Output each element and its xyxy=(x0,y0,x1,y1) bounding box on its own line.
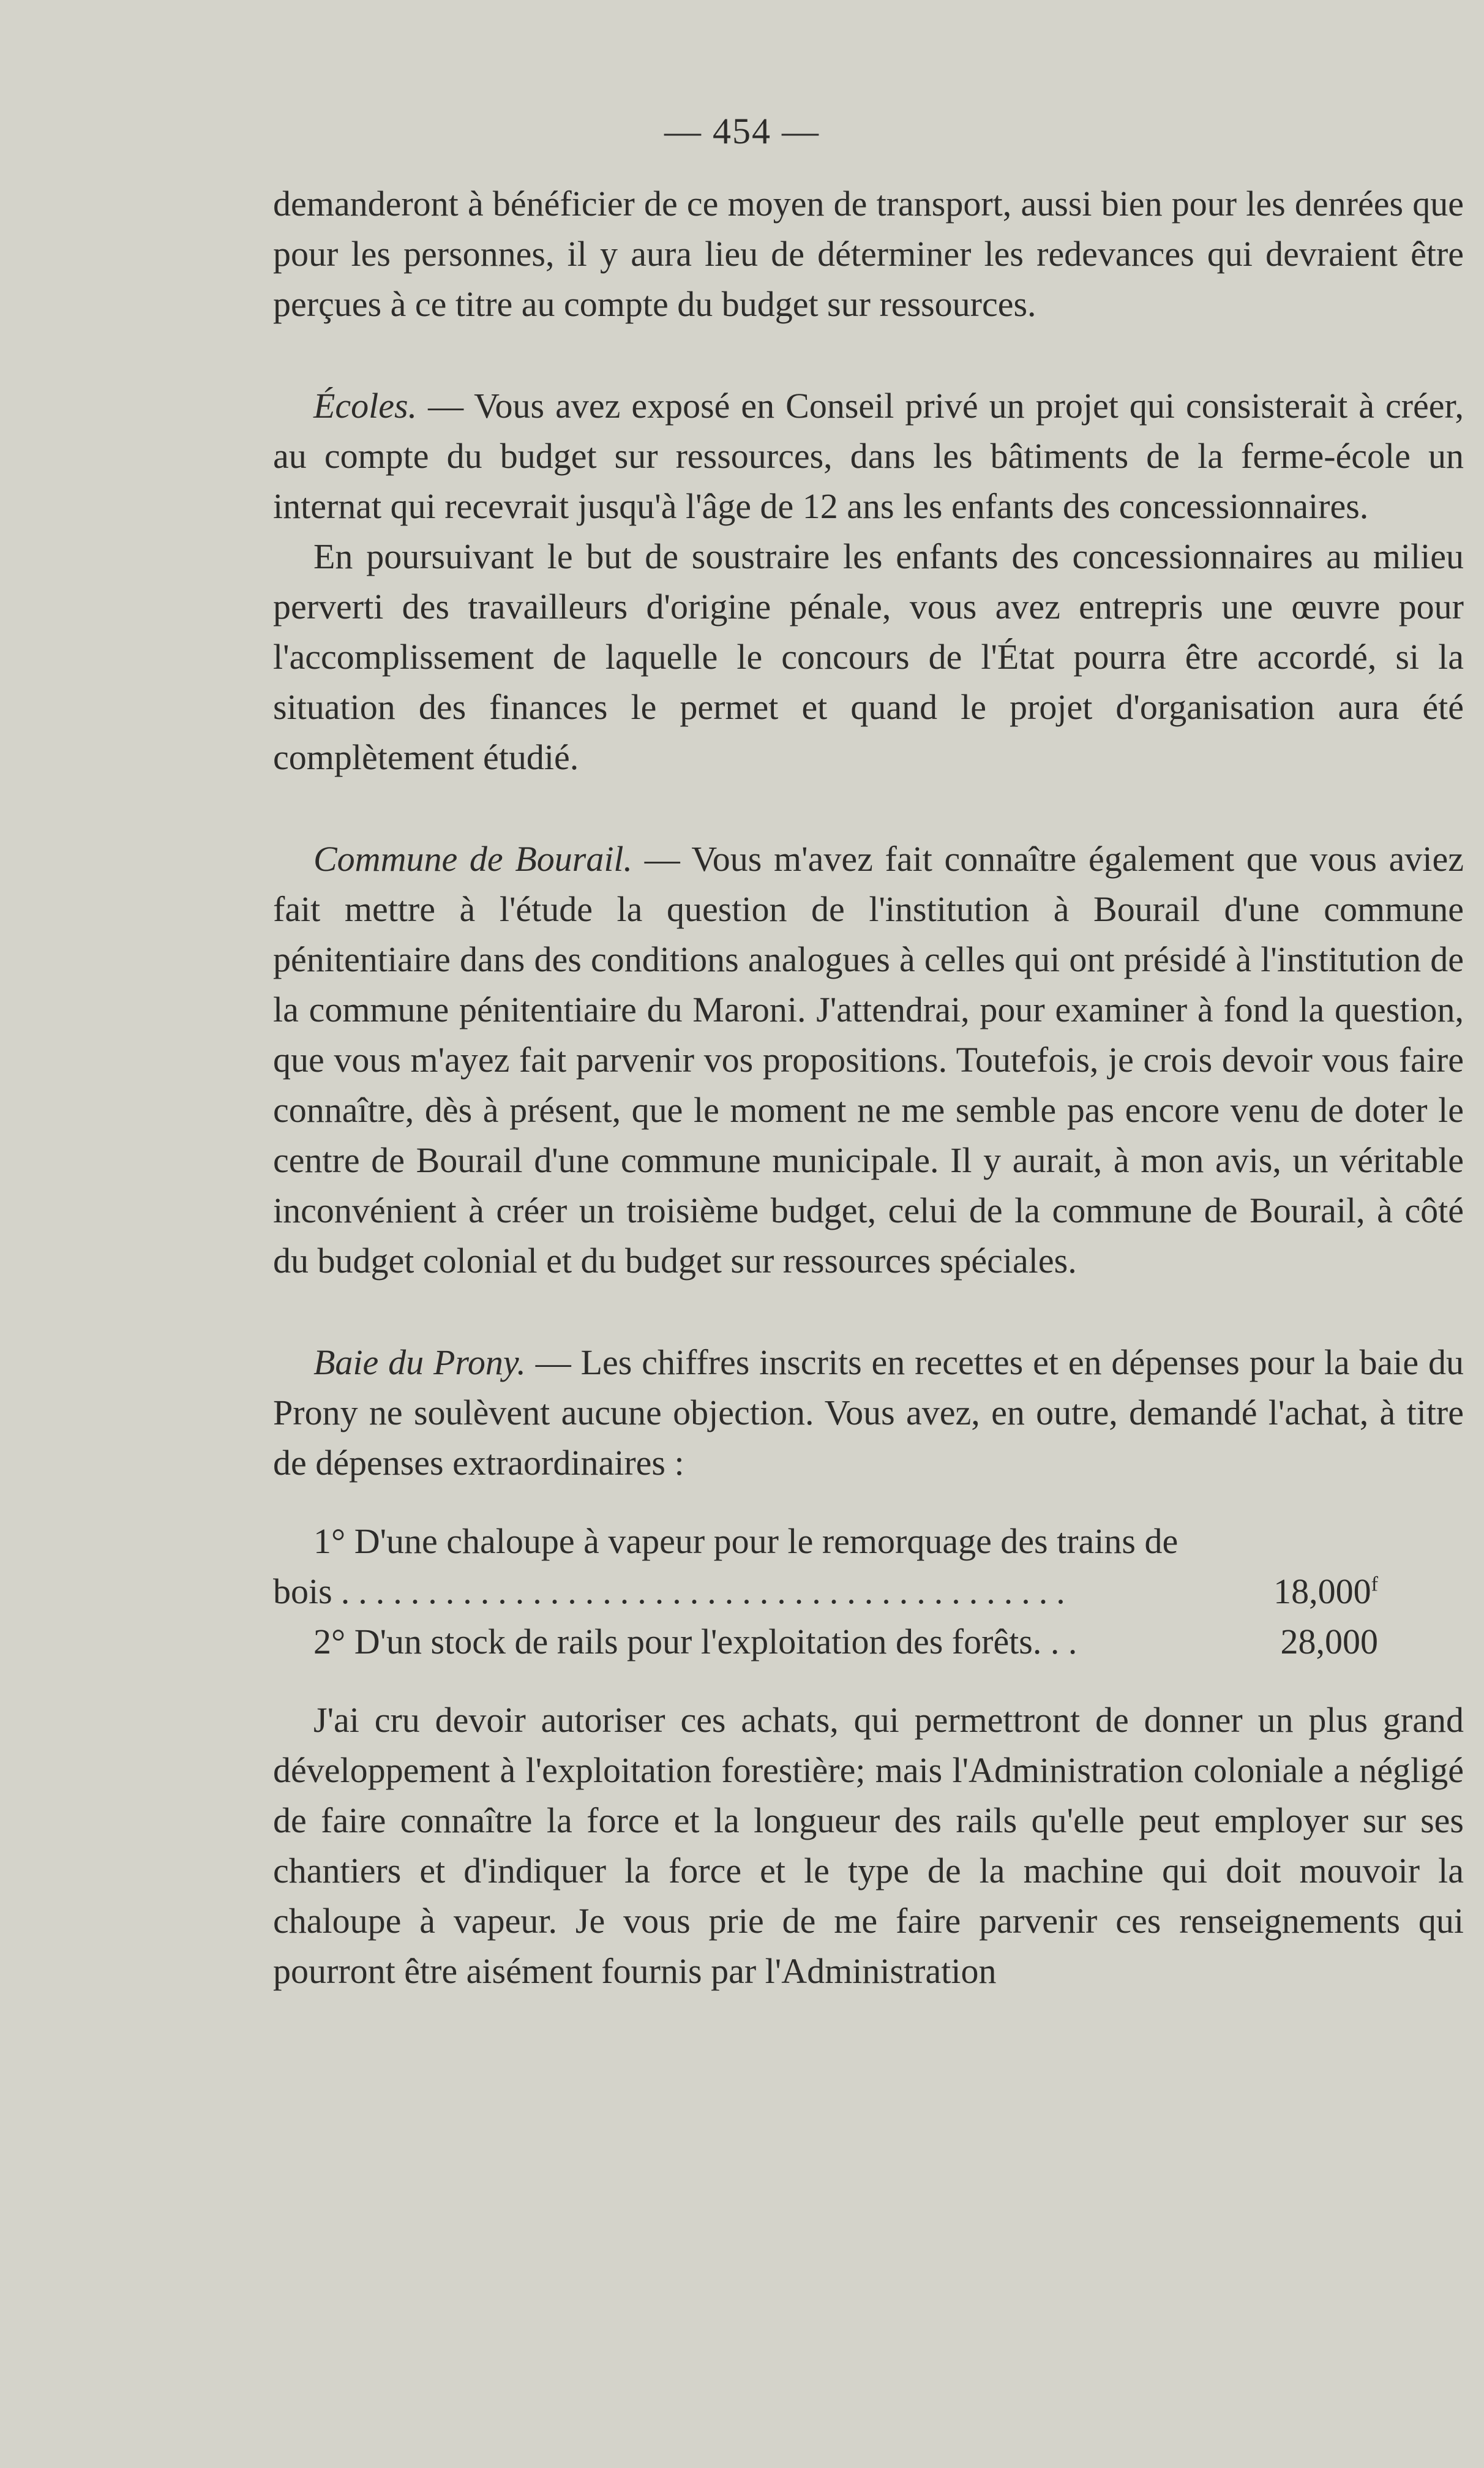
purchase-item-1-amount-value: 18,000 xyxy=(1273,1571,1371,1611)
paragraph-baie-prony xyxy=(273,1337,1464,1488)
section-heading-ecoles: Écoles. xyxy=(313,386,418,426)
paragraph-commune-bourail xyxy=(273,834,1464,1286)
section-heading-commune-bourail: Commune de Bourail. xyxy=(313,839,633,879)
purchase-item-1-line-1: 1° D'une chaloupe à vapeur pour le remorquage des trains de xyxy=(313,1521,1179,1561)
purchase-item-1-amount xyxy=(1273,1567,1464,1617)
currency-unit: f xyxy=(1371,1573,1378,1596)
page-number: — 454 — xyxy=(664,111,820,151)
body-text xyxy=(273,179,1464,1996)
paragraph-transport-fees: demanderont à bénéficier de ce moyen de transport, aussi bien pour les denrées que pour les personnes, il y aura lieu de déterminer les redevances qui devraient être perçues à ce titre au compte du budget sur ressources. xyxy=(273,184,1464,324)
paragraph-purchase-authorization: J'ai cru devoir autoriser ces achats, qui permettront de donner un plus grand développement à l'exploitation forestière; mais l'Administration coloniale a négligé de faire connaître la force et la longueur des rails qu'elle peut employer sur ses chantiers et d'indiquer la force et le type de la machine qui doit mouvoir la chaloupe à vapeur. Je vous prie de me faire parvenir ces renseignements qui pourront être aisément fournis par l'Administration xyxy=(273,1700,1464,1991)
purchase-item-2-amount: 28,000 xyxy=(1280,1622,1378,1661)
dot-leader: .......................................... xyxy=(340,1571,1074,1611)
section-heading-baie-prony: Baie du Prony. xyxy=(313,1342,526,1382)
purchase-item-1-label-end: bois xyxy=(273,1571,332,1611)
purchase-item-2-label: 2° D'un stock de rails pour l'exploitation des forêts. . . xyxy=(313,1622,1077,1661)
purchase-list xyxy=(273,1516,1464,1667)
paragraph-ecoles xyxy=(273,381,1464,532)
paragraph-ecoles-text: — Vous avez exposé en Conseil privé un projet qui consisterait à créer, au compte du budget sur ressources, dans les bâtiments de la ferme-école un internat qui recevrait jusqu'à l'âge de 12 ans les enfants des concessionnaires. xyxy=(273,386,1464,526)
purchase-item-2 xyxy=(273,1617,1464,1667)
purchase-item-1-line-2 xyxy=(273,1567,1464,1617)
paragraph-baie-prony-text: — Les chiffres inscrits en recettes et en dépenses pour la baie du Prony ne soulèvent aucune objection. Vous avez, en outre, demandé l'achat, à titre de dépenses extraordinaires : xyxy=(273,1342,1464,1483)
paragraph-concessionnaires: En poursuivant le but de soustraire les enfants des concessionnaires au milieu perverti des travailleurs d'origine pénale, vous avez entrepris une œuvre pour l'accomplissement de laquelle le concours de l'État pourra être accordé, si la situation des finances le permet et quand le projet d'organisation aura été complètement étudié. xyxy=(273,536,1464,777)
paragraph-commune-bourail-text: — Vous m'avez fait connaître également que vous aviez fait mettre à l'étude la question de l'institution à Bourail d'une commune pénitentiaire dans des conditions analogues à celles qui ont présidé à l'institution de la commune pénitentiaire du Maroni. J'attendrai, pour examiner à fond la question, que vous m'ayez fait parvenir vos propositions. Toutefois, je crois devoir vous faire connaître, dès à présent, que le moment ne me semble pas encore venu de doter le centre de Bourail d'une commune municipale. Il y aurait, à mon avis, un véritable inconvénient à créer un troisième budget, celui de la commune de Bourail, à côté du budget colonial et du budget sur ressources spéciales. xyxy=(273,839,1464,1281)
